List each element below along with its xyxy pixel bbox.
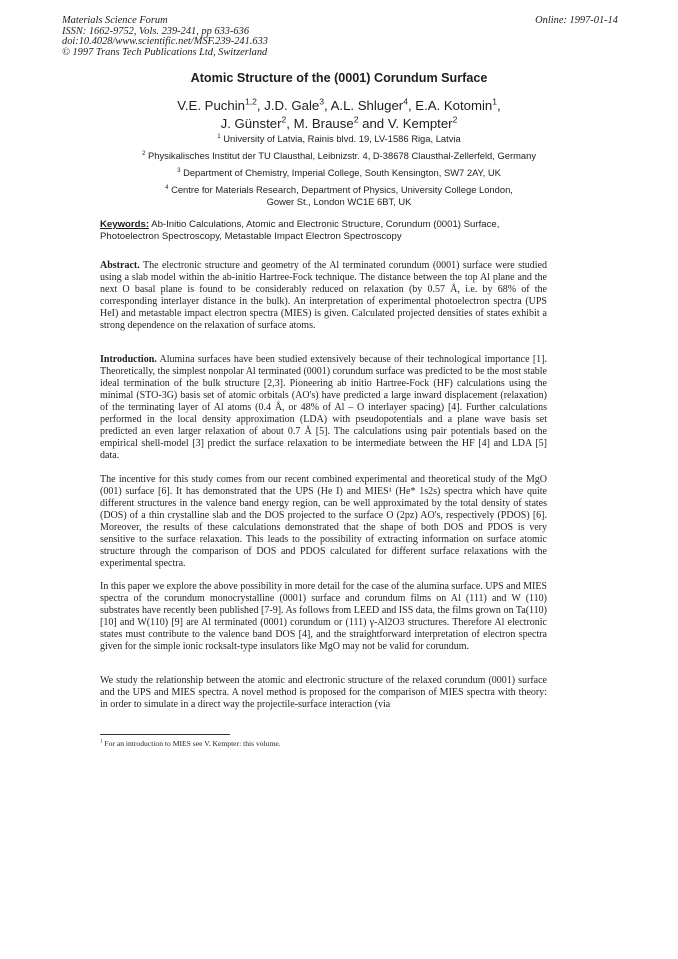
intro-paragraph-4: We study the relationship between the atomic and electronic structure of the relaxed corundum (0001) surface and the UPS and MIES spectra. A novel method is proposed for the comparison of MIES spectra with theory: in order to simulate in a direct way the projectile-surface interaction (via — [100, 675, 547, 711]
intro-label: Introduction. — [100, 354, 157, 365]
paper-title: Atomic Structure of the (0001) Corundum Surface — [190, 71, 488, 85]
author: A.L. Shluger — [330, 98, 404, 113]
footnote: $^1$ For an introduction to MIES see V. Kempter: this volume. — [100, 739, 281, 748]
affiliation: $^4$ Centre for Materials Research, Department of Physics, University College London, Gower St., London WC1E 6BT, UK — [165, 183, 513, 207]
affiliation: $^3$ Department of Chemistry, Imperial College, South Kensington, SW7 2AY, UK — [177, 166, 501, 178]
author: M. Brause — [293, 116, 354, 131]
abstract-label: Abstract. — [100, 260, 140, 271]
author: J.D. Gale — [264, 98, 320, 113]
affiliation: $^2$ Physikalisches Institut der TU Clausthal, Leibnizstr. 4, D-38678 Clausthal-Zellerfeld, Germany — [141, 149, 537, 161]
abstract — [100, 260, 547, 332]
intro-paragraph-3: In this paper we explore the above possibility in more detail for the case of the alumina surface. UPS and MIES spectra of the corundum monocrystalline (0001) surface and corundum films on Al (111) and W (110) substrates have recently been published [7-9]. As follows from LEED and ISS data, the films grown on Ta(110) [10] and W(110) [9] are Al terminated (0001) corundum or (111) γ-Al2O3 structures. Therefore Al electronic states must contribute to the valence band DOS [4], and the straightforward interpretation of electron spectra given for the simple ionic rocksalt-type insulators like MgO may not be valid for corundum. — [100, 581, 547, 653]
author: E.A. Kotomin — [415, 98, 493, 113]
intro-paragraph-1: Introduction. Alumina surfaces have been studied extensively because of their technological importance [1]. Theoretically, the simplest nonpolar Al terminated (0001) corundum surface was predicted to be the most stable ideal termination of the bulk structure [2,3]. Pioneering ab initio Hartree-Fock (HF) calculations using the minimal (STO-3G) basis set of atomic orbitals (AO's) have predicted a large inward displacement (relaxation) of the terminating layer of Al atoms (0.4 Å, or 48% of Al – O interlayer spacing) [4]. Further calculations performed in the local density approximation (LDA) with pseudopotentials and a plane wave basis set predicted an even larger relaxation of about 0.7 Å [5]. The calculations using pair potentials based on the empirical shell-model [3] predict the surface relaxation to be intermediate between the HF [4] and LDA [5] data. — [100, 354, 547, 462]
doi-line: doi:10.4028/www.scientific.net/MSF.239-241.633 — [62, 36, 268, 48]
author-list: V.E. Puchin$^{1,2}$, J.D. Gale$^3$, A.L. Shluger$^4$, E.A. Kotomin$^1$, J. Günster$^2$, M. Brause$^2$ and V. Kempter$^2$ — [177, 96, 501, 131]
abstract-text: The electronic structure and geometry of the Al terminated corundum (0001) surface were studied using a slab model within the ab-initio Hartree-Fock technique. The distance between the top Al plane and the next O basal plane is found to be considerably reduced on relaxation (by 0.57 Å, i.e. by 68% of the corresponding interlayer distance in the bulk). An interpretation of experimental photoelectron spectra (UPS HeI) and metastable impact electron spectra (MIES) is given. Calculated projected densities of states exhibit a strong dependence on the relaxation of surface atoms. — [100, 260, 547, 332]
keywords — [100, 219, 546, 243]
keywords-label: Keywords: — [100, 219, 150, 230]
author: V. Kempter — [387, 116, 453, 131]
online-date: Online: 1997-01-14 — [535, 15, 618, 26]
copyright-line: © 1997 Trans Tech Publications Ltd, Switzerland — [62, 46, 268, 58]
author: V.E. Puchin — [177, 98, 245, 113]
author: J. Günster — [220, 116, 282, 131]
journal-name: Materials Science Forum — [62, 15, 168, 26]
keywords-text: Ab-Initio Calculations, Atomic and Electronic Structure, Corundum (0001) Surface, Photoelectron Spectroscopy, Metastable Impact Electron Spectroscopy — [100, 219, 500, 242]
journal-header — [62, 16, 618, 58]
issn-line: ISSN: 1662-9752, Vols. 239-241, pp 633-636 — [62, 25, 250, 37]
footnote-rule — [100, 734, 230, 735]
affiliation: $^1$ University of Latvia, Rainis blvd. 19, LV-1586 Riga, Latvia — [217, 132, 461, 144]
intro-paragraph-2: The incentive for this study comes from our recent combined experimental and theoretical study of the MgO (001) surface [6]. It has demonstrated that the UPS (He I) and MIES¹ (He* 1s2s) spectra which have quite different structures in the valence band energy region, can be well approximated by the total density of states (DOS) of a thin crystalline slab and the DOS projected to the surface O (2pz) AO's, respectively (PDOS) [6]. Moreover, the results of these calculations demonstrated that the shape of both DOS and PDOS is very sensitive to the surface relaxation. This leads to the possibility of extracting information on surface atomic structure through the comparison of DOS and PDOS calculated for different surface relaxations with the experimental spectra. — [100, 474, 547, 570]
